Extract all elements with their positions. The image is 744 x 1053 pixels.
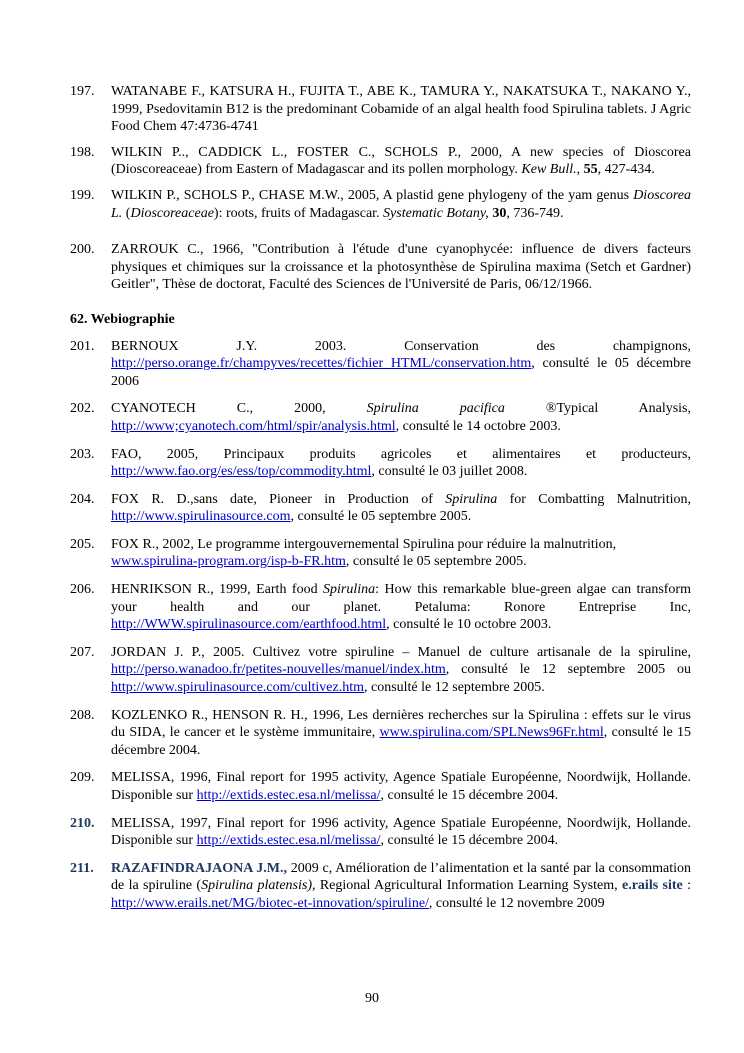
reference-number: 202. bbox=[70, 401, 95, 417]
reference-number: 209. bbox=[70, 770, 95, 786]
genus-name: Spirulina bbox=[323, 582, 376, 598]
reference-198 bbox=[70, 144, 691, 179]
section-heading: 62. Webiographie bbox=[70, 311, 175, 327]
site-label: e.rails site bbox=[622, 878, 683, 894]
reference-text: WATANABE F., KATSURA H., FUJITA T., ABE K., TAMURA Y., NAKATSUKA T., NAKANO Y., 1999, Psedovitamin B12 is the predominant Cobamide of an algal health food Spirulina tablets. J Agric Food Chem 47:4736-4741 bbox=[111, 84, 691, 135]
reference-203 bbox=[70, 446, 691, 481]
reference-link[interactable]: http://www.erails.net/MG/biotec-et-innovation/spiruline/ bbox=[111, 895, 429, 911]
reference-number: 200. bbox=[70, 242, 95, 258]
reference-199 bbox=[70, 187, 691, 222]
reference-number: 203. bbox=[70, 446, 95, 462]
genus-name: Dioscorea L. bbox=[111, 187, 691, 221]
reference-number: 206. bbox=[70, 582, 95, 598]
species-name: Spirulina platensis), bbox=[201, 878, 316, 894]
volume: 30 bbox=[492, 205, 507, 221]
journal-title: Systematic Botany, bbox=[383, 205, 489, 221]
reference-200 bbox=[70, 241, 691, 294]
reference-link[interactable]: http://perso.wanadoo.fr/petites-nouvelles/manuel/index.htm bbox=[111, 662, 446, 678]
reference-text: FOX R. D.,sans date, Pioneer in Production of Spirulina for Combatting Malnutrition, http://www.spirulinasource.com, consulté le 05 septembre 2005. bbox=[111, 491, 691, 525]
reference-number: 199. bbox=[70, 187, 95, 203]
reference-210 bbox=[70, 815, 691, 850]
reference-link[interactable]: http://WWW.spirulinasource.com/earthfood.html bbox=[111, 617, 387, 633]
reference-number: 210. bbox=[70, 815, 95, 831]
reference-206 bbox=[70, 581, 691, 634]
reference-number: 211. bbox=[70, 860, 94, 876]
reference-link[interactable]: www.spirulina.com/SPLNews96Fr.html bbox=[379, 725, 604, 741]
journal-title: Kew Bull. bbox=[521, 162, 577, 178]
reference-number: 207. bbox=[70, 644, 95, 660]
reference-text: MELISSA, 1997, Final report for 1996 activity, Agence Spatiale Européenne, Noordwijk, Hollande. Disponible sur http://extids.estec.esa.nl/melissa/, consulté le 15 décembre 2004. bbox=[111, 815, 691, 849]
reference-209 bbox=[70, 769, 691, 804]
bibliography-page bbox=[70, 83, 691, 913]
reference-text: MELISSA, 1996, Final report for 1995 activity, Agence Spatiale Européenne, Noordwijk, Hollande. Disponible sur http://extids.estec.esa.nl/melissa/, consulté le 15 décembre 2004. bbox=[111, 770, 691, 803]
reference-202 bbox=[70, 400, 691, 435]
reference-205 bbox=[70, 536, 691, 571]
reference-text: BERNOUX J.Y. 2003. Conservation des champignons, http://perso.orange.fr/champyves/recettes/fichier HTML/conservation.htm, consulté le 05 décembre 2006 bbox=[111, 338, 691, 389]
reference-text: RAZAFINDRAJAONA J.M., 2009 c, Amélioration de l’alimentation et la santé par la consommation de la spiruline (Spirulina platensis), Regional Agricultural Information Learning System, e.rails site : http://www.erails.net/MG/biotec-et-innovation/spiruline/, consulté le 12 novembre 2009 bbox=[111, 860, 691, 911]
reference-number: 201. bbox=[70, 338, 95, 354]
reference-201 bbox=[70, 338, 691, 391]
reference-link[interactable]: http://www;cyanotech.com/html/spir/analysis.html bbox=[111, 418, 396, 434]
volume: 55 bbox=[583, 162, 598, 178]
reference-link[interactable]: www.spirulina-program.org/isp-b-FR.htm bbox=[111, 554, 346, 570]
reference-text: WILKIN P.., CADDICK L., FOSTER C., SCHOLS P., 2000, A new species of Dioscorea (Dioscoreaceae) from Eastern of Madagascar and its pollen morphology. Kew Bull., 55, 427-434. bbox=[111, 144, 691, 178]
reference-number: 197. bbox=[70, 84, 95, 99]
reference-text: CYANOTECH C., 2000, Spirulina pacifica ®Typical Analysis, http://www;cyanotech.com/html/spir/analysis.html, consulté le 14 octobre 2003. bbox=[111, 401, 691, 434]
reference-number: 208. bbox=[70, 707, 95, 723]
reference-link[interactable]: http://perso.orange.fr/champyves/recettes/fichier HTML/conservation.htm bbox=[111, 356, 532, 372]
reference-link[interactable]: http://extids.estec.esa.nl/melissa/ bbox=[196, 833, 381, 849]
reference-208 bbox=[70, 707, 691, 760]
species-name: Spirulina pacifica bbox=[366, 401, 505, 417]
page-number: 90 bbox=[365, 991, 379, 1006]
reference-text: KOZLENKO R., HENSON R. H., 1996, Les dernières recherches sur la Spirulina : effets sur le virus du SIDA, le cancer et le système immunitaire, www.spirulina.com/SPLNews96Fr.html, consulté le 15 décembre 2004. bbox=[111, 707, 691, 758]
reference-211 bbox=[70, 860, 691, 913]
reference-207 bbox=[70, 644, 691, 697]
reference-204 bbox=[70, 491, 691, 526]
reference-link[interactable]: http://www.spirulinasource.com/cultivez.htm bbox=[111, 680, 364, 696]
author-name: RAZAFINDRAJAONA J.M., bbox=[111, 860, 288, 876]
reference-text: ZARROUK C., 1966, "Contribution à l'étude d'une cyanophycée: influence de divers facteurs physiques et chimiques sur la croissance et la photosynthèse de Spirulina maxima (Setch et Gardner) Geitler", Thèse de doctorat, Faculté des Sciences de l'Université de Paris, 06/12/1966. bbox=[111, 242, 691, 293]
reference-link[interactable]: http://extids.estec.esa.nl/melissa/ bbox=[196, 788, 381, 803]
reference-text: WILKIN P., SCHOLS P., CHASE M.W., 2005, A plastid gene phylogeny of the yam genus Dioscorea L. (Dioscoreaceae): roots, fruits of Madagascar. Systematic Botany, 30, 736-749. bbox=[111, 187, 691, 221]
reference-link[interactable]: http://www.spirulinasource.com bbox=[111, 509, 291, 525]
reference-number: 198. bbox=[70, 144, 95, 160]
reference-number: 205. bbox=[70, 536, 95, 552]
reference-text: FAO, 2005, Principaux produits agricoles et alimentaires et producteurs, http://www.fao.org/es/ess/top/commodity.html, consulté le 03 juillet 2008. bbox=[111, 446, 691, 480]
genus-name: Spirulina bbox=[445, 491, 498, 507]
reference-link[interactable]: http://www.fao.org/es/ess/top/commodity.html bbox=[111, 464, 372, 480]
reference-number: 204. bbox=[70, 491, 95, 507]
reference-197 bbox=[70, 83, 691, 136]
family-name: Dioscoreaceae bbox=[130, 205, 214, 221]
reference-text: JORDAN J. P., 2005. Cultivez votre spiruline – Manuel de culture artisanale de la spiruline, http://perso.wanadoo.fr/petites-nouvelles/manuel/index.htm, consulté le 12 septembre 2005 ou http://www.spirulinasource.com/cultivez.htm, consulté le 12 septembre 2005. bbox=[111, 644, 691, 696]
reference-text: FOX R., 2002, Le programme intergouvernemental Spirulina pour réduire la malnutrition, www.spirulina-program.org/isp-b-FR.htm, consulté le 05 septembre 2005. bbox=[111, 536, 617, 570]
reference-text: HENRIKSON R., 1999, Earth food Spirulina: How this remarkable blue-green algae can transform your health and our planet. Petaluma: Ronore Entreprise Inc, http://WWW.spirulinasource.com/earthfood.html, consulté le 10 octobre 2003. bbox=[111, 582, 691, 633]
